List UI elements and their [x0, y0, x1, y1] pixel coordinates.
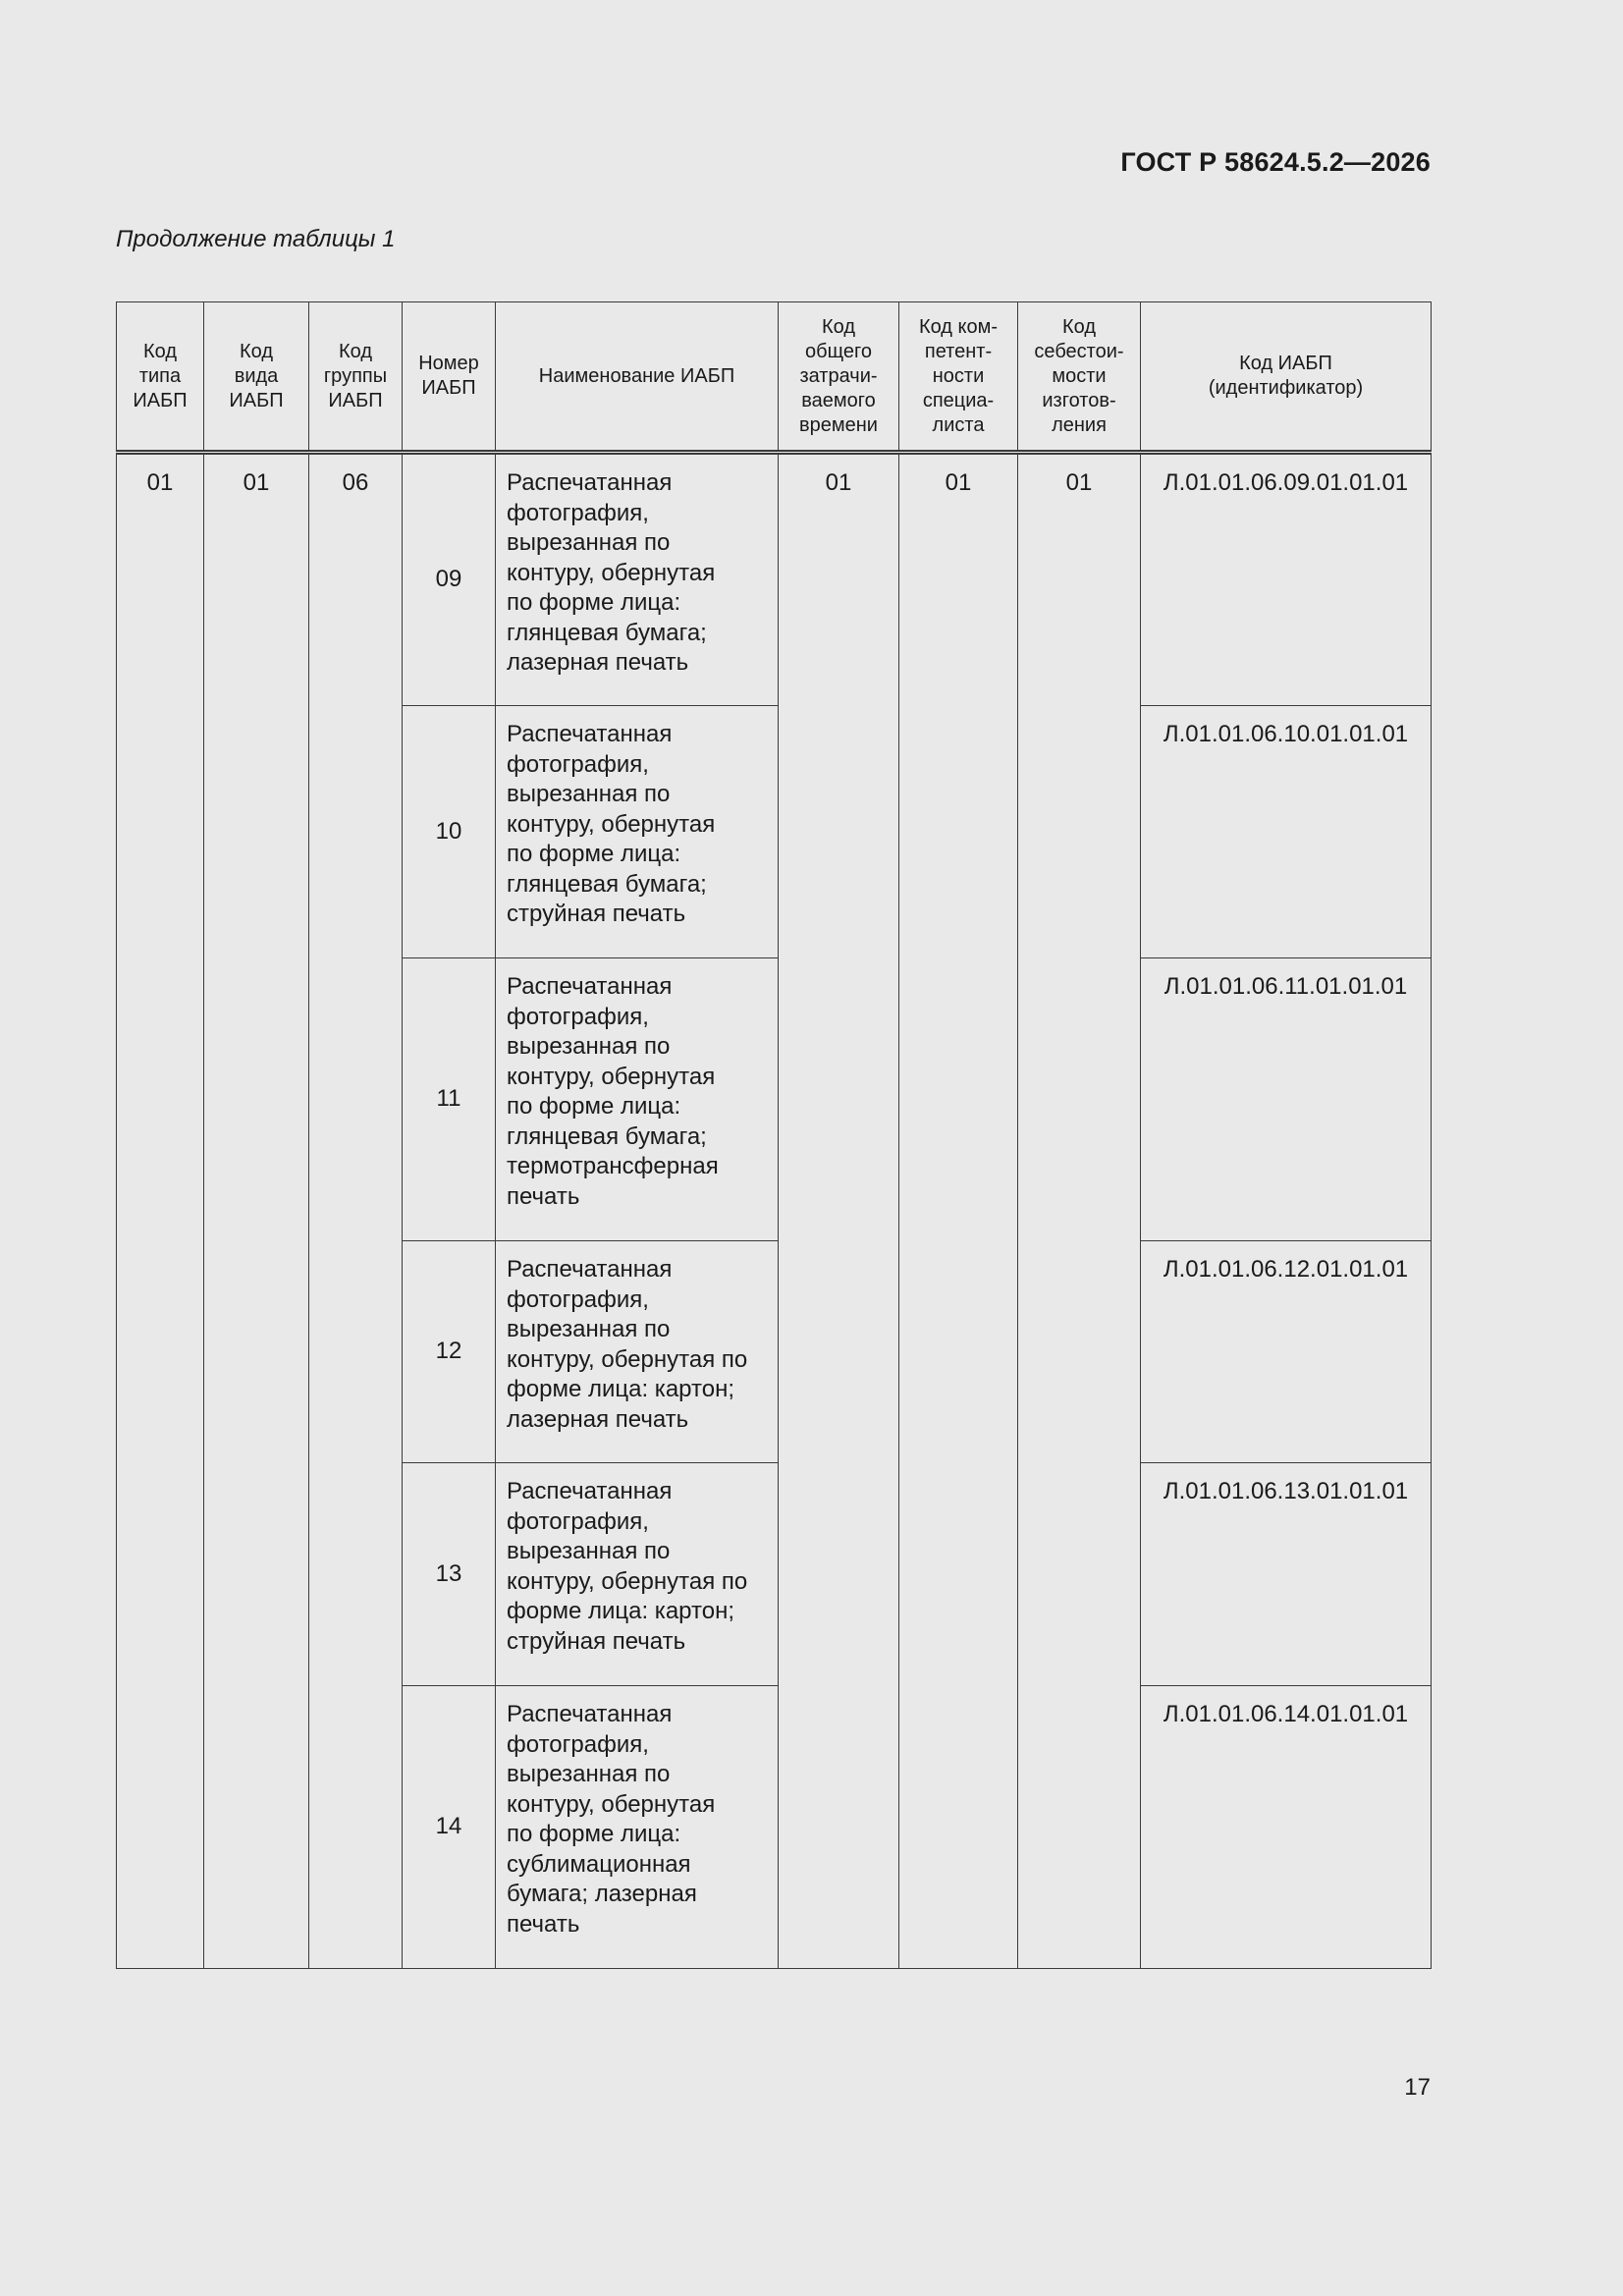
- header-line: Код: [821, 315, 855, 338]
- iabp-number-cell: 11: [403, 958, 496, 1241]
- header-line: Код ком-: [918, 315, 999, 338]
- header-line: ности: [932, 364, 985, 387]
- col-header-type-code: [117, 302, 204, 453]
- name-line: печать: [507, 1910, 580, 1938]
- name-line: Распечатанная: [507, 1478, 673, 1504]
- header-line: затрачи-: [799, 364, 878, 387]
- name-line: контуру, обернутая: [507, 810, 716, 838]
- header-line: специа-: [922, 389, 995, 411]
- name-line: по форме лица:: [507, 589, 681, 616]
- header-line: ИАБП: [133, 389, 188, 411]
- col-header-time-code: [779, 302, 899, 453]
- name-line: струйная печать: [507, 1627, 686, 1655]
- time-code-cell: 01: [779, 453, 899, 1969]
- iabp-number-cell: 13: [403, 1463, 496, 1686]
- cost-code-cell: 01: [1018, 453, 1141, 1969]
- header-line: Код: [338, 340, 372, 362]
- name-line: контуру, обернутая: [507, 1063, 716, 1090]
- header-line: (идентификатор): [1208, 377, 1364, 399]
- header-line: ИАБП: [421, 377, 476, 399]
- name-line: вырезанная по: [507, 1033, 671, 1060]
- header-line: Код: [142, 340, 177, 362]
- iabp-number-cell: 14: [403, 1686, 496, 1969]
- name-line: контуру, обернутая по: [507, 1345, 748, 1373]
- name-line: лазерная печать: [507, 649, 689, 676]
- name-line: по форме лица:: [507, 841, 681, 867]
- kind-code-cell: 01: [204, 453, 309, 1969]
- col-header-group-code: [309, 302, 403, 453]
- table-row: [117, 453, 1432, 706]
- name-line: бумага; лазерная: [507, 1881, 697, 1907]
- header-line: мости: [1052, 364, 1107, 387]
- iabp-table: [116, 301, 1432, 1969]
- iabp-name-cell: [496, 1463, 779, 1686]
- header-line: Код: [1061, 315, 1096, 338]
- name-line: термотрансферная: [507, 1153, 719, 1179]
- name-line: контуру, обернутая по: [507, 1567, 748, 1595]
- name-line: печать: [507, 1182, 580, 1210]
- name-line: фотография,: [507, 1003, 649, 1030]
- name-line: форме лица: картон;: [507, 1376, 734, 1402]
- name-line: фотография,: [507, 499, 649, 526]
- col-header-cost-code: [1018, 302, 1141, 453]
- name-line: вырезанная по: [507, 529, 671, 556]
- col-header-identifier: [1141, 302, 1432, 453]
- iabp-identifier-cell: Л.01.01.06.13.01.01.01: [1141, 1463, 1432, 1686]
- iabp-identifier-cell: Л.01.01.06.11.01.01.01: [1141, 958, 1432, 1241]
- table-body: [117, 453, 1432, 1969]
- name-line: лазерная печать: [507, 1405, 689, 1433]
- name-line: Распечатанная: [507, 469, 673, 496]
- name-line: струйная печать: [507, 901, 686, 927]
- name-line: фотография,: [507, 750, 649, 778]
- col-header-number: [403, 302, 496, 453]
- col-header-kind-code: [204, 302, 309, 453]
- name-line: сублимационная: [507, 1850, 691, 1878]
- header-line: ления: [1052, 413, 1107, 436]
- header-line: ваемого: [801, 389, 876, 411]
- page-number: 17: [1404, 2074, 1431, 2101]
- header-line: Номер: [418, 353, 479, 374]
- header-line: общего: [805, 340, 872, 362]
- iabp-identifier-cell: Л.01.01.06.14.01.01.01: [1141, 1686, 1432, 1969]
- header-line: листа: [932, 413, 985, 436]
- name-line: фотография,: [507, 1730, 649, 1758]
- iabp-number-cell: 12: [403, 1241, 496, 1463]
- name-line: форме лица: картон;: [507, 1598, 734, 1624]
- name-line: Распечатанная: [507, 973, 673, 1000]
- table-header-row: [117, 302, 1432, 453]
- iabp-number-cell: 10: [403, 706, 496, 958]
- table-caption: Продолжение таблицы 1: [116, 226, 396, 252]
- name-line: фотография,: [507, 1285, 649, 1313]
- header-line: петент-: [924, 340, 993, 362]
- name-line: Распечатанная: [507, 721, 673, 747]
- header-line: Код ИАБП: [1239, 353, 1332, 374]
- iabp-name-cell: [496, 706, 779, 958]
- iabp-name-cell: [496, 958, 779, 1241]
- header-line: типа: [138, 364, 182, 387]
- name-line: вырезанная по: [507, 1538, 671, 1564]
- name-line: по форме лица:: [507, 1821, 681, 1847]
- name-line: Распечатанная: [507, 1701, 673, 1727]
- name-line: контуру, обернутая: [507, 1790, 716, 1818]
- name-line: Распечатанная: [507, 1256, 673, 1283]
- header-line: ИАБП: [229, 389, 284, 411]
- iabp-name-cell: [496, 1241, 779, 1463]
- name-line: фотография,: [507, 1507, 649, 1535]
- document-code: ГОСТ Р 58624.5.2—2026: [1120, 147, 1431, 177]
- header-line: времени: [799, 413, 878, 436]
- col-header-competence-code: [899, 302, 1018, 453]
- name-line: вырезанная по: [507, 781, 671, 807]
- header-line: Наименование ИАБП: [538, 364, 735, 387]
- competence-code-cell: 01: [899, 453, 1018, 1969]
- group-code-cell: 06: [309, 453, 403, 1969]
- type-code-cell: 01: [117, 453, 204, 1969]
- header-line: Код: [239, 340, 273, 362]
- name-line: глянцевая бумага;: [507, 619, 707, 646]
- name-line: вырезанная по: [507, 1316, 671, 1342]
- header-line: себестои-: [1034, 340, 1124, 362]
- iabp-name-cell: [496, 1686, 779, 1969]
- name-line: глянцевая бумага;: [507, 1122, 707, 1150]
- iabp-number-cell: 09: [403, 453, 496, 706]
- iabp-name-cell: [496, 453, 779, 706]
- col-header-name: [496, 302, 779, 453]
- iabp-identifier-cell: Л.01.01.06.12.01.01.01: [1141, 1241, 1432, 1463]
- iabp-identifier-cell: Л.01.01.06.10.01.01.01: [1141, 706, 1432, 958]
- name-line: глянцевая бумага;: [507, 870, 707, 898]
- name-line: контуру, обернутая: [507, 559, 716, 586]
- iabp-identifier-cell: Л.01.01.06.09.01.01.01: [1141, 453, 1432, 706]
- header-line: ИАБП: [328, 389, 383, 411]
- header-line: изготов-: [1042, 389, 1116, 411]
- name-line: по форме лица:: [507, 1093, 681, 1120]
- header-line: группы: [323, 364, 388, 387]
- name-line: вырезанная по: [507, 1761, 671, 1787]
- header-line: вида: [234, 364, 279, 387]
